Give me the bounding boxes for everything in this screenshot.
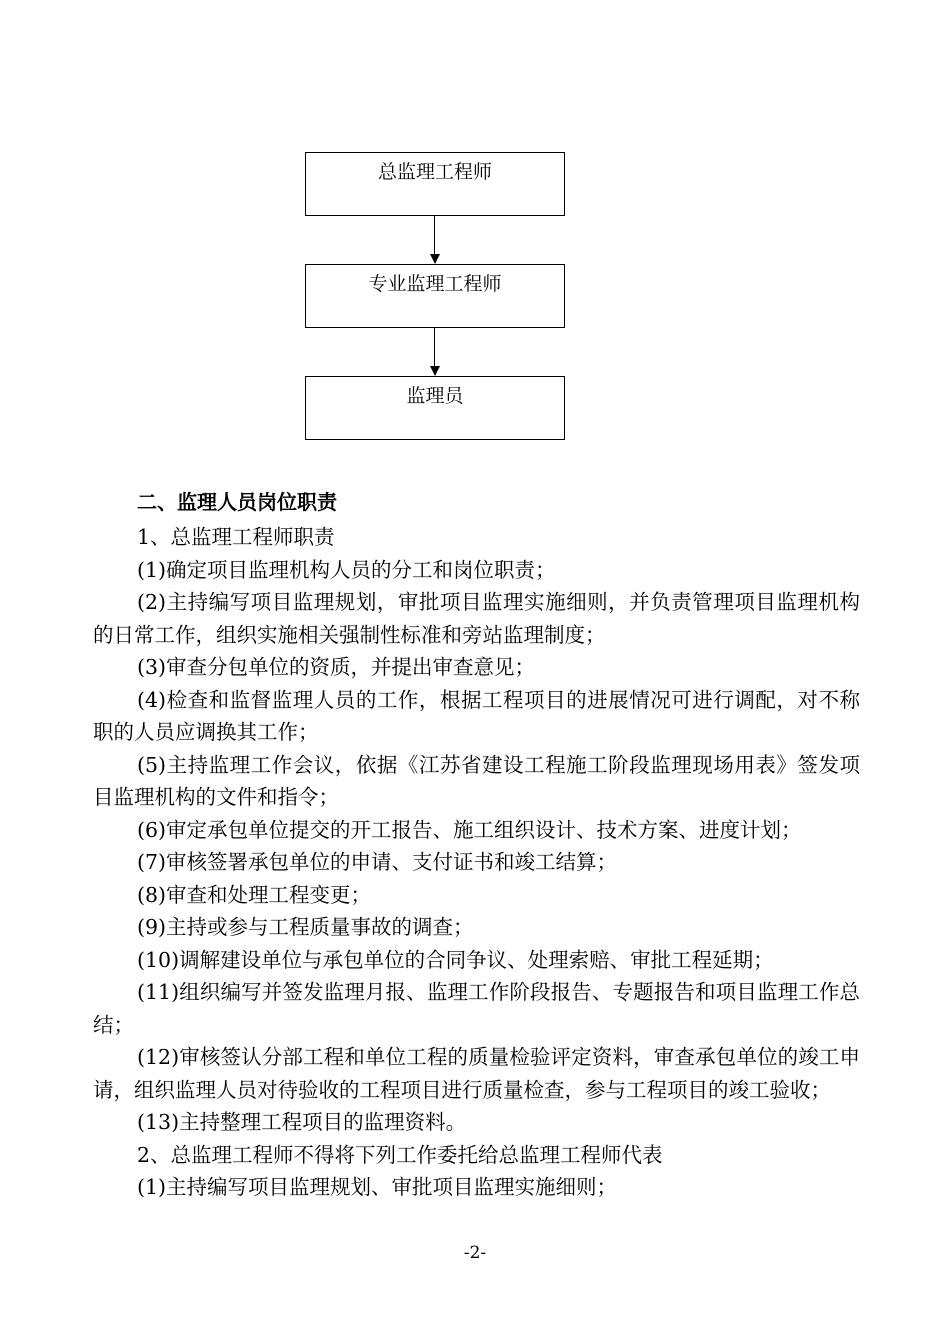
- paragraph: 1、总监理工程师职责: [137, 525, 335, 549]
- paragraph: (12)审核签认分部工程和单位工程的质量检验评定资料，审查承包单位的竣工申请，组织监理人员对待验收的工程项目进行质量检查，参与工程项目的竣工验收；: [93, 1045, 860, 1102]
- paragraph: (7)审核签署承包单位的申请、支付证书和竣工结算；: [137, 850, 618, 874]
- org-box-supervisor: 监理员: [305, 376, 565, 440]
- paragraph: (3)审查分包单位的资质，并提出审查意见；: [137, 655, 536, 679]
- paragraph: (5)主持监理工作会议，依据《江苏省建设工程施工阶段监理现场用表》签发项目监理机构的文件和指令；: [93, 752, 860, 809]
- section-content: [93, 483, 860, 1204]
- paragraph: (2)主持编写项目监理规划，审批项目监理实施细则，并负责管理项目监理机构的日常工作，组织实施相关强制性标准和旁站监理制度；: [93, 590, 860, 647]
- paragraph: (10)调解建设单位与承包单位的合同争议、处理索赔、审批工程延期；: [137, 947, 774, 972]
- org-arrowhead-2: [430, 366, 440, 376]
- paragraph: (4)检查和监督监理人员的工作，根据工程项目的进展情况可进行调配，对不称职的人员应调换其工作；: [93, 687, 860, 744]
- section-heading: 二、监理人员岗位职责: [137, 490, 337, 514]
- paragraph: (1)确定项目监理机构人员的分工和岗位职责；: [137, 557, 556, 582]
- org-box-specialist-engineer: 专业监理工程师: [305, 264, 565, 328]
- org-box-chief-engineer: 总监理工程师: [305, 152, 565, 216]
- paragraph: (1)主持编写项目监理规划、审批项目监理实施细则；: [137, 1175, 618, 1199]
- org-arrowhead-1: [430, 254, 440, 264]
- paragraph: (8)审查和处理工程变更；: [137, 882, 372, 907]
- page-number: -2-: [463, 1243, 487, 1263]
- org-arrow-2: [434, 328, 435, 368]
- paragraph: (11)组织编写并签发监理月报、监理工作阶段报告、专题报告和项目监理工作总结；: [93, 980, 860, 1037]
- paragraph: (6)审定承包单位提交的开工报告、施工组织设计、技术方案、进度计划；: [137, 817, 802, 842]
- org-arrow-1: [434, 216, 435, 256]
- paragraph: (13)主持整理工程项目的监理资料。: [137, 1110, 467, 1134]
- paragraph: 2、总监理工程师不得将下列工作委托给总监理工程师代表: [137, 1142, 663, 1167]
- paragraph: (9)主持或参与工程质量事故的调查；: [137, 915, 474, 939]
